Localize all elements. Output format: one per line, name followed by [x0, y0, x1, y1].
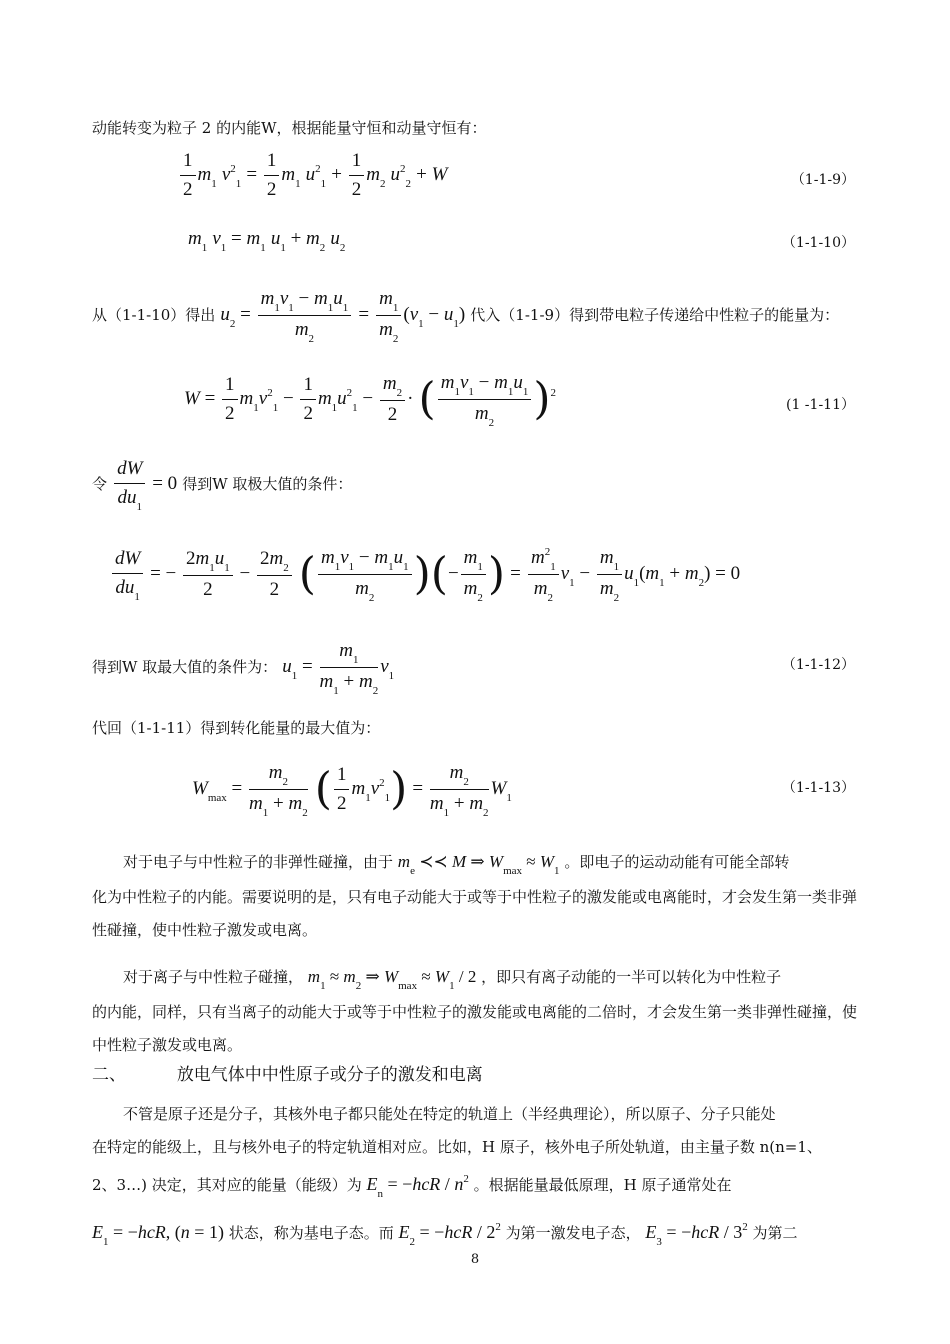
- paragraph-electron: 对于电子与中性粒子的非弹性碰撞，由于 $m_e$ ≺≺ M ⇒ $W_{max} \approx W_1$ 。即电子的运动动能有可能全部转 化为中性粒子的内能。需要说明的是，只有电子动能大于或等于中性粒子的激发能或电离能时，才会发生第一类非弹性碰撞，使中性粒子激发或电离。: [92, 845, 860, 947]
- derivation-prefix: 从（1-1-10）得出: [92, 306, 216, 324]
- paragraph-energy-levels: 不管是原子还是分子，其核外电子都只能处在特定的轨道上（半经典理论），所以原子、分子只能处 在特定的能级上，且与核外电子的特定轨道相对应。比如，H 原子，核外电子所处轨道，由主量子数 n(n=1、 2、3…) 决定，其对应的能量（能级）为 $E_n = -hcR / n^2$ 。根据能量最低原理，H 原子通常处在 $E_1 = -hcR$, (n = 1) 状态，称为基电子态。而 $E_2 = -hcR / 2^2$ 为第一激发电子态， $E_3 = -hcR / 3^2$ 为第二: [92, 1098, 862, 1252]
- equation-number: (1 -1-11）: [785, 397, 855, 413]
- let-prefix: 令: [92, 475, 108, 493]
- paragraph-ion-b: ，即只有离子动能的一半可以转化为中性粒子: [481, 968, 782, 986]
- equation-1-1-10: $m_1$ $v_1 = m_1$ $u_1 + m_2$ $u_2$: [188, 228, 346, 254]
- paragraph-ion-a: 对于离子与中性粒子碰撞，: [123, 968, 304, 986]
- paragraph-electron-a: 对于电子与中性粒子的非弹性碰撞，由于: [123, 853, 394, 871]
- let-suffix: 得到W 取极大值的条件：: [182, 475, 353, 493]
- equation-1-1-13: $W_{max}$ = $\frac{m_2}{m_1 + m_2}$ ( $\frac{1}{2}$ $m_1v^2_1$) = $\frac{m_2}{m_1 + m_2}$ $W_1$: [192, 762, 512, 819]
- section-title: 放电气体中中性原子或分子的激发和电离: [176, 1065, 483, 1085]
- equation-1-1-11: W = $\frac{1}{2}$ $m_1v^2_1$ − $\frac{1}{2}$ $m_1u^2_1$ − $\frac{m_2}{2}$ · ( $\frac{m_1v_1 - m_1u_1}{m_2}$ )$^2$: [184, 372, 557, 429]
- page-number: 8: [470, 1252, 480, 1267]
- equation-number: （1-1-12）: [781, 657, 855, 673]
- paragraph-line-4c: 为第二: [752, 1224, 798, 1242]
- paragraph-electron-rest: 化为中性粒子的内能。需要说明的是，只有电子动能大于或等于中性粒子的激发能或电离能时，才会发生第一类非弹性碰撞，使中性粒子激发或电离。: [92, 888, 858, 939]
- paragraph-electron-b: 。即电子的运动动能有可能全部转: [564, 853, 790, 871]
- paragraph-line-3a: 2、3…) 决定，其对应的能量（能级）为: [92, 1176, 362, 1194]
- max-condition-line: 得到W 取最大值的条件为： $u_1$ = $\frac{m_1}{m_1 + m_2}$ $v_1$: [92, 640, 395, 697]
- section-heading: [92, 1060, 483, 1085]
- derivation-line: 从（1-1-10）得出 $u_2$ = $\frac{m_1v_1 - m_1u_1}{m_2}$ = $\frac{m_1}{m_2}$ $(v_1 - u_1)$ 代入（1-1-9）得到带电粒子传递给中性粒子的能量为：: [92, 288, 840, 345]
- paragraph-ion-rest: 的内能，同样，只有当离子的动能大于或等于中性粒子的激发能或电离能的二倍时，才会发生第一类非弹性碰撞，使中性粒子激发或电离。: [92, 1003, 858, 1054]
- paragraph-ion: 对于离子与中性粒子碰撞， $m_1 \approx m_2$ ⇒ $W_{max} \approx W_1 / 2$ ，即只有离子动能的一半可以转化为中性粒子 的内能，同样，只有当离子的动能大于或等于中性粒子的激发能或电离能的二倍时，才会发生第一类非弹性碰撞，使中性粒子激发或电离。: [92, 960, 860, 1062]
- paragraph-line-4b: 为第一激发电子态，: [505, 1224, 641, 1242]
- paragraph-line: 不管是原子还是分子，其核外电子都只能处在特定的轨道上（半经典理论），所以原子、分子只能处: [123, 1105, 776, 1123]
- section-number: 二、: [92, 1065, 126, 1085]
- equation-derivative: $\frac{dW}{du_1}$ = − $\frac{2m_1u_1}{2}$ − $\frac{2m_2}{2}$ ( $\frac{m_1v_1 - m_1u_1}{m_2}$ )(− $\frac{m_1}{m_2}$ ) = $\frac{m^2_1}{m_2}$ $v_1$ − $\frac{m_1}{m_2}$ $u_1(m_1 + m_2) = 0$: [110, 545, 740, 604]
- paragraph-line: 在特定的能级上，且与核外电子的特定轨道相对应。比如，H 原子，核外电子所处轨道，由主量子数 n(n=1、: [92, 1138, 822, 1156]
- paragraph-line-4a: 状态，称为基电子态。而: [228, 1224, 394, 1242]
- equation-number: （1-1-10）: [781, 235, 855, 251]
- equation-1-1-9: $\frac{1}{2}$ $m_1$ $v^2_1$ = $\frac{1}{2}$ $m_1$ $u^2_1$ + $\frac{1}{2}$ $m_2$ $u^2_2 + W$: [178, 148, 447, 203]
- equation-number: （1-1-13）: [781, 780, 855, 796]
- paragraph-line-3b: 。根据能量最低原理，H 原子通常处在: [473, 1176, 732, 1194]
- intro-text: 动能转变为粒子 2 的内能W，根据能量守恒和动量守恒有：: [92, 119, 487, 137]
- condition-line: 令 $\frac{dW}{du_1}$ = 0 得到W 取极大值的条件：: [92, 458, 353, 513]
- derivation-suffix: 代入（1-1-9）得到带电粒子传递给中性粒子的能量为：: [470, 306, 840, 324]
- equation-number: （1-1-9）: [790, 172, 855, 188]
- max-condition-prefix: 得到W 取最大值的条件为：: [92, 658, 278, 676]
- back-substitution-text: 代回（1-1-11）得到转化能量的最大值为：: [92, 719, 381, 737]
